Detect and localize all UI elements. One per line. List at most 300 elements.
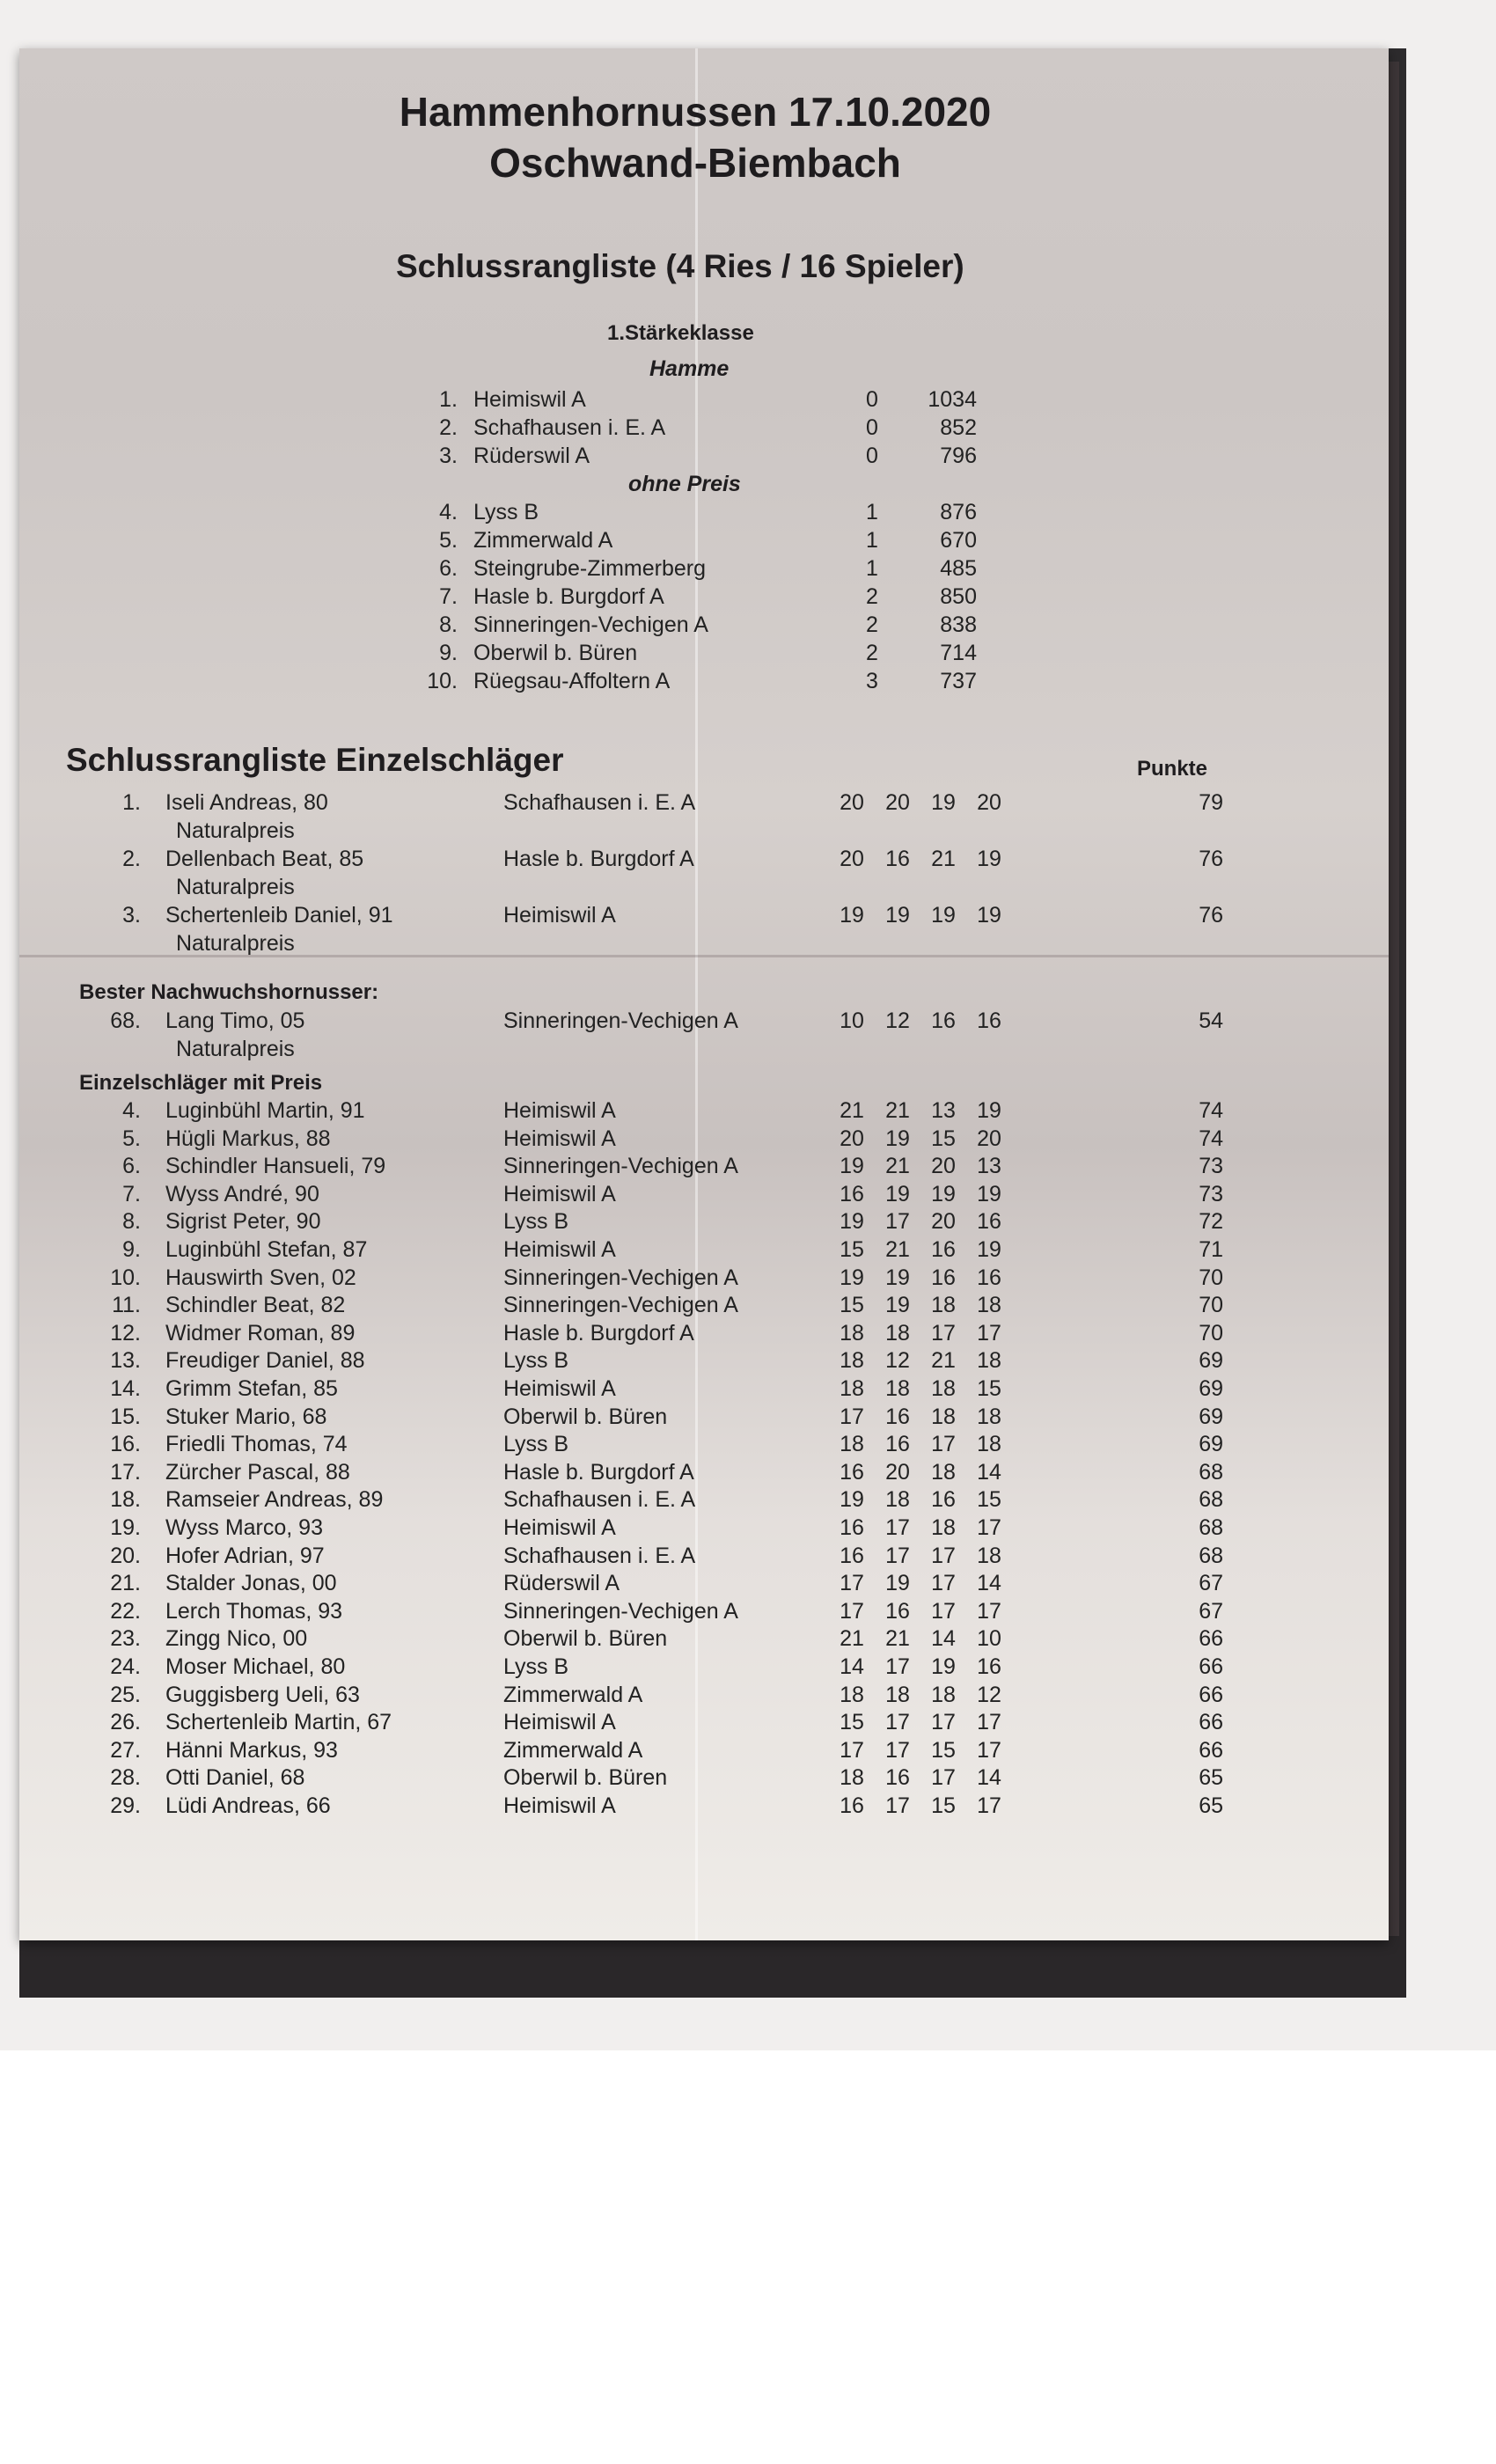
player-score: 19 xyxy=(840,1209,864,1235)
player-score: 18 xyxy=(931,1376,956,1401)
player-name: Zürcher Pascal, 88 xyxy=(165,1459,350,1485)
player-score: 18 xyxy=(931,1293,956,1318)
player-name: Luginbühl Martin, 91 xyxy=(165,1098,365,1123)
player-total: 66 xyxy=(1199,1682,1223,1707)
player-rank: 24. xyxy=(110,1654,141,1679)
player-scores xyxy=(832,1515,1008,1541)
player-score: 14 xyxy=(977,1459,1001,1485)
player-name: Luginbühl Stefan, 87 xyxy=(165,1237,368,1262)
player-rank: 5. xyxy=(122,1126,141,1151)
player-name: Wyss André, 90 xyxy=(165,1181,319,1206)
player-scores xyxy=(832,1182,1008,1207)
prize-team-list xyxy=(414,387,994,472)
player-score: 20 xyxy=(977,790,1001,815)
player-row xyxy=(53,1182,1241,1210)
player-scores xyxy=(832,1321,1008,1346)
player-rank: 6. xyxy=(122,1154,141,1179)
player-name: Schertenleib Daniel, 91 xyxy=(165,903,393,928)
player-club: Hasle b. Burgdorf A xyxy=(503,847,694,871)
team-row xyxy=(414,669,994,697)
player-rank: 13. xyxy=(110,1348,141,1374)
team-points: 850 xyxy=(940,584,977,609)
player-score: 18 xyxy=(885,1682,910,1707)
player-name: Stalder Jonas, 00 xyxy=(165,1571,337,1596)
points-header: Punkte xyxy=(1137,757,1208,781)
team-rank: 7. xyxy=(439,584,458,609)
player-club: Sinneringen-Vechigen A xyxy=(503,1008,738,1033)
player-name: Stuker Mario, 68 xyxy=(165,1404,327,1429)
player-rank: 16. xyxy=(110,1432,141,1457)
player-score: 15 xyxy=(931,1126,956,1151)
player-row xyxy=(53,1098,1241,1126)
player-scores xyxy=(832,1710,1008,1735)
player-club: Heimiswil A xyxy=(503,1793,616,1818)
player-score: 16 xyxy=(977,1209,1001,1235)
player-score: 16 xyxy=(977,1654,1001,1679)
player-scores xyxy=(832,1237,1008,1263)
player-score: 16 xyxy=(931,1008,956,1033)
player-rank: 20. xyxy=(110,1543,141,1568)
team-ries: 1 xyxy=(866,528,878,553)
player-score: 19 xyxy=(840,1487,864,1513)
prize-label: Naturalpreis xyxy=(176,875,295,899)
player-score: 16 xyxy=(885,1432,910,1457)
player-total: 70 xyxy=(1199,1320,1223,1346)
player-row xyxy=(53,1515,1241,1544)
player-total: 73 xyxy=(1199,1181,1223,1206)
player-score: 16 xyxy=(840,1181,864,1206)
player-total: 79 xyxy=(1199,790,1223,815)
player-score: 21 xyxy=(885,1237,910,1262)
player-club: Oberwil b. Büren xyxy=(503,1765,668,1791)
player-club: Sinneringen-Vechigen A xyxy=(503,1293,738,1318)
player-score: 21 xyxy=(931,847,956,871)
player-score: 14 xyxy=(977,1765,1001,1791)
team-ries: 0 xyxy=(866,415,878,440)
class-label: 1.Stärkeklasse xyxy=(607,321,754,345)
player-total: 68 xyxy=(1199,1515,1223,1540)
team-name: Hasle b. Burgdorf A xyxy=(473,584,664,609)
player-score: 16 xyxy=(840,1543,864,1568)
player-score: 15 xyxy=(840,1710,864,1735)
team-points: 714 xyxy=(940,641,977,665)
team-name: Heimiswil A xyxy=(473,387,586,412)
player-rank: 25. xyxy=(110,1682,141,1707)
player-score: 10 xyxy=(977,1626,1001,1652)
player-name: Zingg Nico, 00 xyxy=(165,1626,308,1652)
player-total: 66 xyxy=(1199,1710,1223,1735)
player-score: 20 xyxy=(977,1126,1001,1151)
player-score: 19 xyxy=(885,1126,910,1151)
player-total: 69 xyxy=(1199,1376,1223,1401)
player-rank: 17. xyxy=(110,1459,141,1485)
player-total: 67 xyxy=(1199,1598,1223,1624)
player-scores xyxy=(832,1793,1008,1819)
player-club: Zimmerwald A xyxy=(503,1682,643,1707)
player-scores xyxy=(832,1738,1008,1764)
player-score: 17 xyxy=(885,1515,910,1540)
player-score: 17 xyxy=(931,1320,956,1346)
player-total: 69 xyxy=(1199,1432,1223,1457)
player-row xyxy=(53,1154,1241,1182)
player-score: 14 xyxy=(931,1626,956,1652)
team-name: Rüderswil A xyxy=(473,444,590,468)
player-rank: 19. xyxy=(110,1515,141,1540)
player-score: 16 xyxy=(840,1793,864,1818)
player-score: 10 xyxy=(840,1008,864,1033)
player-scores xyxy=(832,1376,1008,1402)
team-rank: 4. xyxy=(439,500,458,524)
prize-label: Naturalpreis xyxy=(176,931,295,956)
team-rank: 10. xyxy=(427,669,458,693)
player-club: Oberwil b. Büren xyxy=(503,1404,668,1429)
player-scores xyxy=(832,1098,1008,1124)
player-rank: 1. xyxy=(122,790,141,815)
player-total: 68 xyxy=(1199,1543,1223,1568)
player-score: 15 xyxy=(977,1376,1001,1401)
player-club: Hasle b. Burgdorf A xyxy=(503,1320,694,1346)
player-score: 17 xyxy=(977,1710,1001,1735)
player-total: 71 xyxy=(1199,1237,1223,1262)
player-score: 17 xyxy=(977,1320,1001,1346)
player-score: 13 xyxy=(931,1098,956,1123)
player-scores xyxy=(832,847,1008,872)
player-club: Hasle b. Burgdorf A xyxy=(503,1459,694,1485)
player-score: 19 xyxy=(885,1293,910,1318)
player-total: 76 xyxy=(1199,903,1223,928)
player-rank: 10. xyxy=(110,1265,141,1290)
player-score: 12 xyxy=(977,1682,1001,1707)
player-score: 20 xyxy=(840,1126,864,1151)
player-score: 17 xyxy=(885,1710,910,1735)
player-score: 19 xyxy=(931,1654,956,1679)
team-row xyxy=(414,641,994,669)
team-points: 796 xyxy=(940,444,977,468)
player-scores xyxy=(832,1265,1008,1291)
player-name: Hofer Adrian, 97 xyxy=(165,1543,325,1568)
player-score: 19 xyxy=(885,903,910,928)
player-score: 17 xyxy=(977,1793,1001,1818)
player-score: 15 xyxy=(931,1793,956,1818)
player-scores xyxy=(832,1460,1008,1485)
player-score: 20 xyxy=(885,790,910,815)
player-score: 15 xyxy=(931,1737,956,1763)
player-total: 69 xyxy=(1199,1348,1223,1374)
player-score: 21 xyxy=(931,1348,956,1374)
player-scores xyxy=(832,1209,1008,1235)
player-row xyxy=(53,1571,1241,1599)
player-row xyxy=(53,1376,1241,1404)
title-event: Hammenhornussen 17.10.2020 xyxy=(399,89,992,135)
team-name: Schafhausen i. E. A xyxy=(473,415,666,440)
team-row xyxy=(414,387,994,415)
player-row xyxy=(53,1321,1241,1349)
player-rank: 11. xyxy=(112,1293,141,1318)
player-row xyxy=(53,1710,1241,1738)
player-row xyxy=(53,903,1241,931)
with-prize-label: Einzelschläger mit Preis xyxy=(79,1071,323,1095)
player-scores xyxy=(832,1544,1008,1569)
team-points: 485 xyxy=(940,556,977,581)
player-score: 18 xyxy=(840,1432,864,1457)
player-score: 18 xyxy=(840,1765,864,1791)
player-score: 18 xyxy=(977,1348,1001,1374)
player-score: 19 xyxy=(931,903,956,928)
team-ries: 0 xyxy=(866,444,878,468)
player-score: 12 xyxy=(885,1348,910,1374)
player-row xyxy=(53,1348,1241,1376)
player-club: Zimmerwald A xyxy=(503,1737,643,1763)
player-rank: 12. xyxy=(110,1320,141,1346)
player-total: 65 xyxy=(1199,1793,1223,1818)
player-score: 17 xyxy=(885,1543,910,1568)
player-score: 17 xyxy=(840,1571,864,1596)
document-title xyxy=(352,86,1038,188)
player-rank: 27. xyxy=(110,1737,141,1763)
player-score: 13 xyxy=(977,1154,1001,1179)
player-scores xyxy=(832,1432,1008,1457)
player-score: 18 xyxy=(840,1682,864,1707)
prize-label: Naturalpreis xyxy=(176,818,295,843)
player-name: Wyss Marco, 93 xyxy=(165,1515,323,1540)
player-club: Lyss B xyxy=(503,1209,569,1235)
player-club: Schafhausen i. E. A xyxy=(503,1487,696,1513)
player-score: 16 xyxy=(977,1265,1001,1290)
player-name: Schertenleib Martin, 67 xyxy=(165,1710,392,1735)
player-club: Heimiswil A xyxy=(503,1237,616,1262)
player-club: Sinneringen-Vechigen A xyxy=(503,1265,738,1290)
player-score: 16 xyxy=(931,1237,956,1262)
player-rank: 4. xyxy=(122,1098,141,1123)
team-row xyxy=(414,415,994,444)
player-club: Lyss B xyxy=(503,1432,569,1457)
player-score: 17 xyxy=(931,1710,956,1735)
player-scores xyxy=(832,1293,1008,1318)
player-score: 17 xyxy=(885,1654,910,1679)
team-rank: 2. xyxy=(439,415,458,440)
team-points: 876 xyxy=(940,500,977,524)
player-scores xyxy=(832,1154,1008,1179)
player-row xyxy=(53,1626,1241,1654)
team-name: Oberwil b. Büren xyxy=(473,641,638,665)
team-row xyxy=(414,500,994,528)
player-total: 68 xyxy=(1199,1459,1223,1485)
player-rank: 23. xyxy=(110,1626,141,1652)
player-score: 14 xyxy=(977,1571,1001,1596)
player-score: 19 xyxy=(977,1098,1001,1123)
player-score: 18 xyxy=(931,1404,956,1429)
prize-label: Naturalpreis xyxy=(176,1037,295,1061)
team-points: 670 xyxy=(940,528,977,553)
player-score: 17 xyxy=(977,1515,1001,1540)
player-name: Freudiger Daniel, 88 xyxy=(165,1348,365,1374)
team-row xyxy=(414,584,994,612)
player-score: 18 xyxy=(840,1348,864,1374)
player-total: 69 xyxy=(1199,1404,1223,1429)
player-score: 18 xyxy=(885,1320,910,1346)
player-club: Heimiswil A xyxy=(503,1515,616,1540)
youth-label: Bester Nachwuchshornusser: xyxy=(79,980,379,1004)
player-rank: 9. xyxy=(122,1237,141,1262)
player-scores xyxy=(832,1654,1008,1680)
player-name: Friedli Thomas, 74 xyxy=(165,1432,348,1457)
player-name: Widmer Roman, 89 xyxy=(165,1320,356,1346)
player-total: 74 xyxy=(1199,1126,1223,1151)
team-ries: 1 xyxy=(866,556,878,581)
player-row xyxy=(53,1765,1241,1793)
player-row xyxy=(53,1237,1241,1265)
team-row xyxy=(414,612,994,641)
player-score: 17 xyxy=(931,1543,956,1568)
team-name: Lyss B xyxy=(473,500,539,524)
player-scores xyxy=(832,1626,1008,1652)
player-score: 19 xyxy=(977,1181,1001,1206)
player-score: 18 xyxy=(977,1293,1001,1318)
player-rank: 21. xyxy=(110,1571,141,1596)
player-score: 19 xyxy=(885,1181,910,1206)
player-club: Heimiswil A xyxy=(503,1376,616,1401)
player-score: 17 xyxy=(931,1571,956,1596)
player-rank: 28. xyxy=(110,1765,141,1791)
player-scores xyxy=(832,1765,1008,1791)
player-name: Hänni Markus, 93 xyxy=(165,1737,338,1763)
player-club: Rüderswil A xyxy=(503,1571,620,1596)
player-score: 19 xyxy=(840,903,864,928)
team-points: 737 xyxy=(940,669,977,693)
player-scores xyxy=(832,1126,1008,1152)
player-score: 19 xyxy=(977,903,1001,928)
player-total: 67 xyxy=(1199,1571,1223,1596)
player-club: Lyss B xyxy=(503,1348,569,1374)
player-row xyxy=(53,1432,1241,1460)
player-score: 16 xyxy=(885,1598,910,1624)
player-score: 17 xyxy=(885,1793,910,1818)
team-ries: 2 xyxy=(866,584,878,609)
player-score: 17 xyxy=(931,1598,956,1624)
player-row xyxy=(53,1738,1241,1766)
team-row xyxy=(414,528,994,556)
team-name: Steingrube-Zimmerberg xyxy=(473,556,706,581)
player-score: 17 xyxy=(977,1598,1001,1624)
player-scores xyxy=(832,1683,1008,1708)
team-row xyxy=(414,556,994,584)
player-score: 16 xyxy=(931,1265,956,1290)
player-name: Otti Daniel, 68 xyxy=(165,1765,305,1791)
player-total: 66 xyxy=(1199,1737,1223,1763)
player-score: 17 xyxy=(885,1209,910,1235)
player-row xyxy=(53,1404,1241,1433)
player-row xyxy=(53,1460,1241,1488)
player-rank: 15. xyxy=(110,1404,141,1429)
player-name: Lüdi Andreas, 66 xyxy=(165,1793,331,1818)
team-points: 1034 xyxy=(928,387,977,412)
team-ries: 1 xyxy=(866,500,878,524)
player-scores xyxy=(832,1404,1008,1430)
player-score: 17 xyxy=(840,1404,864,1429)
player-score: 18 xyxy=(885,1487,910,1513)
player-rank: 8. xyxy=(122,1209,141,1235)
player-score: 18 xyxy=(840,1376,864,1401)
player-score: 15 xyxy=(840,1293,864,1318)
team-rank: 9. xyxy=(439,641,458,665)
player-club: Heimiswil A xyxy=(503,1181,616,1206)
player-score: 20 xyxy=(931,1209,956,1235)
player-score: 20 xyxy=(840,847,864,871)
player-name: Hügli Markus, 88 xyxy=(165,1126,331,1151)
player-name: Hauswirth Sven, 02 xyxy=(165,1265,356,1290)
player-scores xyxy=(832,903,1008,928)
team-rank: 5. xyxy=(439,528,458,553)
player-score: 17 xyxy=(931,1765,956,1791)
player-score: 16 xyxy=(885,1765,910,1791)
team-name: Rüegsau-Affoltern A xyxy=(473,669,671,693)
player-score: 20 xyxy=(840,790,864,815)
player-score: 19 xyxy=(977,847,1001,871)
player-score: 15 xyxy=(977,1487,1001,1513)
team-ries: 2 xyxy=(866,641,878,665)
player-rank: 68. xyxy=(110,1008,141,1033)
player-total: 74 xyxy=(1199,1098,1223,1123)
player-row xyxy=(53,1599,1241,1627)
player-score: 21 xyxy=(840,1626,864,1652)
player-name: Lang Timo, 05 xyxy=(165,1008,305,1033)
player-row xyxy=(53,1487,1241,1515)
player-scores xyxy=(832,1008,1008,1034)
player-total: 66 xyxy=(1199,1654,1223,1679)
player-rank: 14. xyxy=(110,1376,141,1401)
player-scores xyxy=(832,1571,1008,1596)
player-name: Guggisberg Ueli, 63 xyxy=(165,1682,360,1707)
player-score: 16 xyxy=(885,847,910,871)
team-name: Sinneringen-Vechigen A xyxy=(473,612,708,637)
player-score: 20 xyxy=(931,1154,956,1179)
player-row xyxy=(53,1209,1241,1237)
player-club: Schafhausen i. E. A xyxy=(503,1543,696,1568)
player-score: 18 xyxy=(885,1376,910,1401)
player-name: Schindler Beat, 82 xyxy=(165,1293,346,1318)
player-total: 68 xyxy=(1199,1487,1223,1513)
player-row xyxy=(53,1544,1241,1572)
player-score: 21 xyxy=(885,1098,910,1123)
player-score: 16 xyxy=(840,1459,864,1485)
team-ries: 3 xyxy=(866,669,878,693)
player-rank: 3. xyxy=(122,903,141,928)
player-total: 66 xyxy=(1199,1626,1223,1652)
team-ranking-title: Schlussrangliste (4 Ries / 16 Spieler) xyxy=(396,248,964,284)
player-score: 16 xyxy=(885,1404,910,1429)
player-rank: 2. xyxy=(122,847,141,871)
player-row xyxy=(53,790,1241,818)
team-rank: 3. xyxy=(439,444,458,468)
player-score: 12 xyxy=(885,1008,910,1033)
player-score: 15 xyxy=(840,1237,864,1262)
player-club: Heimiswil A xyxy=(503,1710,616,1735)
team-points: 838 xyxy=(940,612,977,637)
player-score: 16 xyxy=(977,1008,1001,1033)
player-name: Moser Michael, 80 xyxy=(165,1654,346,1679)
player-name: Dellenbach Beat, 85 xyxy=(165,847,364,871)
player-club: Heimiswil A xyxy=(503,903,616,928)
player-club: Heimiswil A xyxy=(503,1098,616,1123)
player-row xyxy=(53,1683,1241,1711)
player-score: 18 xyxy=(977,1432,1001,1457)
player-name: Iseli Andreas, 80 xyxy=(165,790,328,815)
prize-group-label: Hamme xyxy=(649,356,730,381)
player-score: 17 xyxy=(840,1737,864,1763)
player-score: 16 xyxy=(840,1515,864,1540)
player-scores xyxy=(832,1487,1008,1513)
player-row xyxy=(53,1265,1241,1294)
